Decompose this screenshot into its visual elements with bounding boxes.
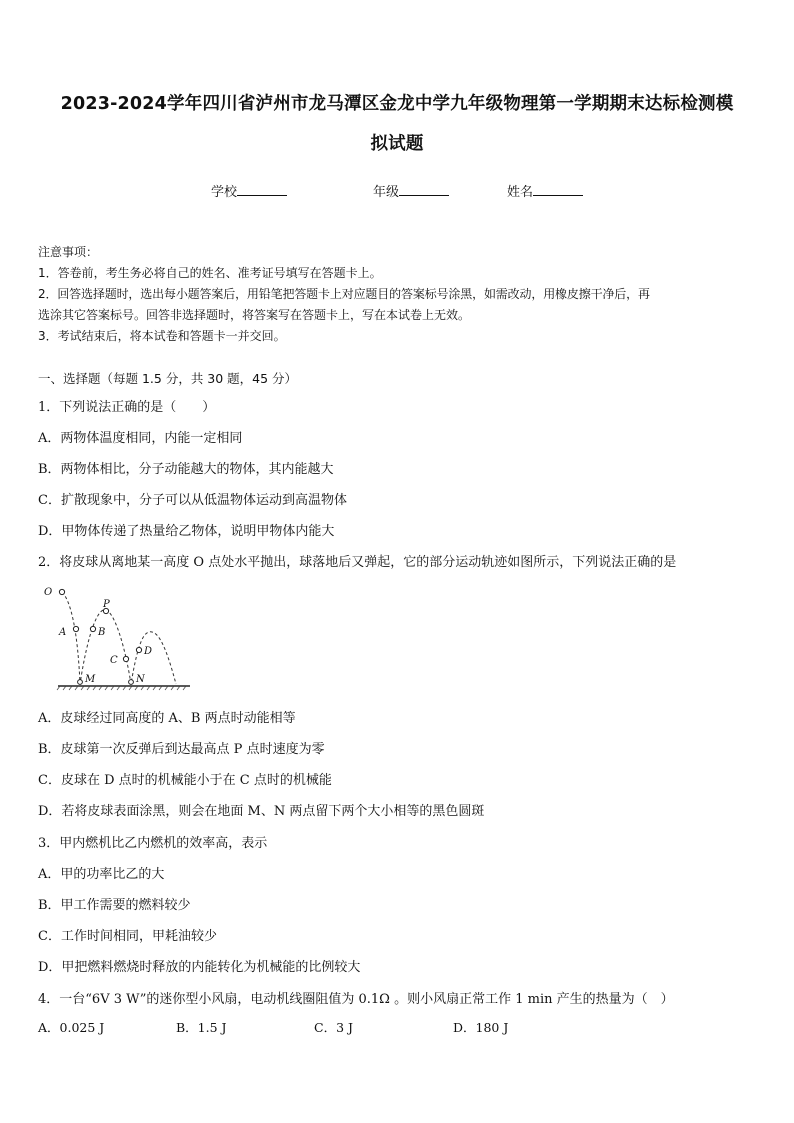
label-o: O [44,587,53,598]
q4-stem: 4．一台“6V 3 W”的迷你型小风扇，电动机线圈阻值为 0.1Ω 。则小风扇正常工作 1 min 产生的热量为（ ） [38,992,674,1007]
q4-option-c: C．3 J [314,1020,354,1035]
section-title: 一、选择题（每题 1.5 分，共 30 题，45 分） [38,371,298,386]
name-label: 姓名 [507,185,534,200]
q4-option-b: B．1.5 J [176,1020,227,1035]
q1-option-c: C．扩散现象中，分子可以从低温物体运动到高温物体 [38,493,347,508]
label-m: M [85,674,96,685]
grade-blank [399,183,449,196]
notes-item-3: 3．考试结束后，将本试卷和答题卡一并交回。 [38,329,286,343]
label-a: A [59,627,67,638]
label-p: P [103,599,110,610]
q2-stem: 2．将皮球从离地某一高度 O 点处水平抛出，球落地后又弹起，它的部分运动轨迹如图所示，下列说法正确的是 [38,555,677,570]
notes-item-2a: 2．回答选择题时，选出每小题答案后，用铅笔把答题卡上对应题目的答案标号涂黑，如需改动，用橡皮擦干净后，再 [38,287,650,301]
q1-option-a: A．两物体温度相同，内能一定相同 [38,431,243,446]
label-d: D [144,646,153,657]
notes-heading: 注意事项： [38,245,99,259]
ball-trajectory-figure [40,582,200,694]
point-o [59,589,64,594]
label-b: B [98,627,106,638]
point-a [73,626,78,631]
notes-item-1: 1．答卷前，考生务必将自己的姓名、准考证号填写在答题卡上。 [38,266,382,280]
q2-option-a: A．皮球经过同高度的 A、B 两点时动能相等 [38,711,296,726]
q3-option-d: D．甲把燃料燃烧时释放的内能转化为机械能的比例较大 [38,960,361,975]
q4-option-a: A．0.025 J [38,1020,105,1035]
point-d [136,647,141,652]
q3-option-b: B．甲工作需要的燃料较少 [38,898,191,913]
notes-item-2b: 选涂其它答案标号。回答非选择题时，将答案写在答题卡上，写在本试卷上无效。 [38,308,471,322]
point-c [123,656,128,661]
name-field [507,181,583,200]
school-field [211,181,287,200]
q1-option-b: B．两物体相比，分子动能越大的物体，其内能越大 [38,462,334,477]
name-blank [533,183,583,196]
q3-option-a: A．甲的功率比乙的大 [38,867,165,882]
q3-option-c: C．工作时间相同，甲耗油较少 [38,929,217,944]
q1-option-d: D．甲物体传递了热量给乙物体，说明甲物体内能大 [38,524,335,539]
exam-title-line2: 拟试题 [370,134,424,154]
grade-label: 年级 [373,185,400,200]
q1-stem: 1．下列说法正确的是（ ） [38,400,216,415]
school-blank [237,183,287,196]
q2-option-c: C．皮球在 D 点时的机械能小于在 C 点时的机械能 [38,773,332,788]
point-b [90,626,95,631]
school-label: 学校 [211,185,238,200]
trajectory-path [62,592,176,684]
q4-option-d: D．180 J [453,1020,509,1035]
grade-field [373,181,449,200]
q2-option-d: D．若将皮球表面涂黑，则会在地面 M、N 两点留下两个大小相等的黑色圆斑 [38,804,485,819]
exam-title-line1: 2023-2024学年四川省泸州市龙马潭区金龙中学九年级物理第一学期期末达标检测模 [60,94,734,114]
q3-stem: 3．甲内燃机比乙内燃机的效率高，表示 [38,836,268,851]
point-n [129,680,134,685]
label-c: C [110,655,118,666]
point-m [78,680,83,685]
label-n: N [136,674,145,685]
q2-option-b: B．皮球第一次反弹后到达最高点 P 点时速度为零 [38,742,325,757]
